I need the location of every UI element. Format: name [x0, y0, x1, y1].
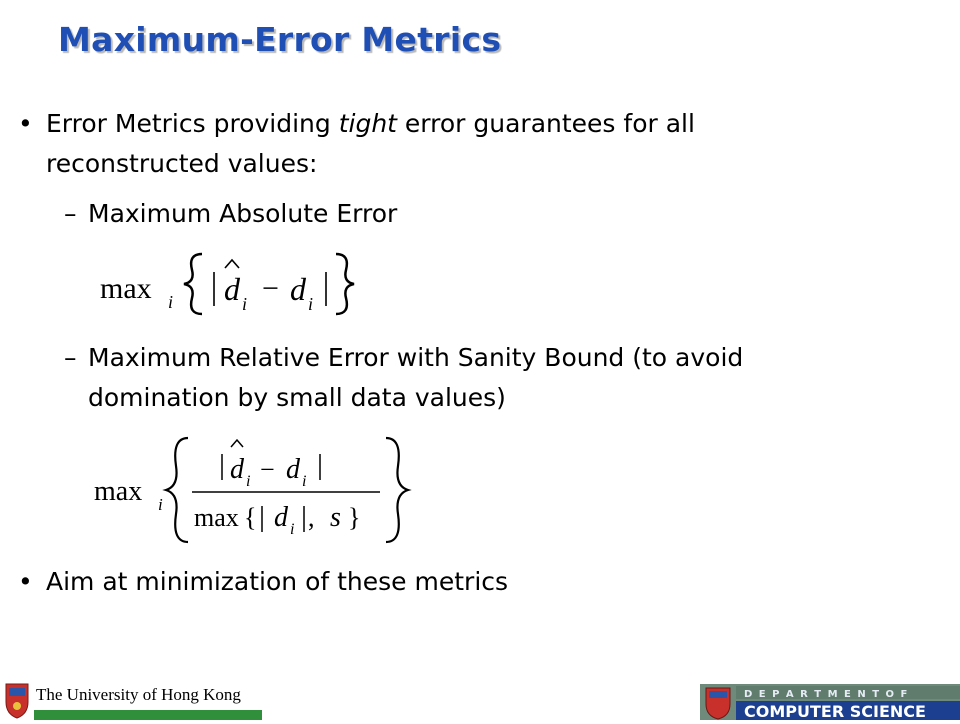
footer-hku	[0, 676, 262, 720]
formula-max-relative-error	[94, 430, 414, 548]
svg-text:i: i	[290, 521, 295, 538]
footer-green-bar	[34, 710, 262, 720]
subbullet-max-abs-error	[64, 194, 398, 234]
svg-text:max: max	[194, 503, 239, 532]
dept-logo	[700, 684, 960, 720]
subbullet-max-rel-error	[64, 338, 744, 418]
slide-title: Maximum-Error Metrics	[58, 20, 502, 59]
svg-text:s: s	[330, 502, 341, 533]
subbullet-text-line2: domination by small data values)	[88, 383, 506, 412]
svg-text:d: d	[286, 454, 300, 485]
formula-max: max	[94, 476, 143, 507]
formula-max-absolute-error	[100, 240, 370, 320]
bullet-text-post: error guarantees for all	[396, 109, 695, 138]
right-brace	[386, 438, 408, 542]
university-name: The University of Hong Kong	[36, 685, 241, 704]
svg-text:d: d	[274, 502, 288, 533]
footer-dept	[700, 684, 960, 720]
subbullet-text-line1: Maximum Relative Error with Sanity Bound (to avoid	[88, 343, 744, 372]
svg-text:i: i	[242, 294, 248, 314]
bullet-text-line2: reconstructed values:	[46, 149, 318, 178]
hku-logo	[0, 676, 262, 720]
hat-mark	[225, 260, 239, 268]
svg-text:i: i	[302, 473, 307, 490]
svg-text:{: {	[244, 503, 257, 532]
svg-text:i: i	[158, 495, 163, 514]
bullet-mark: •	[18, 567, 33, 596]
bullet-text: Aim at minimization of these metrics	[46, 567, 509, 596]
formula-d-hat: d	[224, 271, 240, 307]
bullet-aim	[18, 562, 509, 602]
left-brace	[184, 254, 202, 314]
bullet-text-italic: tight	[338, 109, 397, 138]
svg-text:d: d	[290, 271, 306, 307]
dept-label: D E P A R T M E N T O F	[744, 689, 909, 700]
svg-text:i: i	[246, 473, 251, 490]
right-brace	[336, 254, 354, 314]
bullet-text-pre: Error Metrics providing	[46, 109, 339, 138]
svg-text:−: −	[260, 455, 275, 484]
bullet-error-metrics	[18, 104, 695, 184]
svg-text:}: }	[348, 503, 361, 532]
dash-mark: –	[64, 199, 77, 228]
hat-mark	[231, 440, 243, 447]
bullet-mark: •	[18, 109, 33, 138]
svg-text:,: ,	[308, 503, 315, 532]
dept-name: COMPUTER SCIENCE	[744, 702, 926, 720]
formula-max: max	[100, 272, 152, 305]
formula-minus: −	[262, 272, 279, 305]
dash-mark: –	[64, 343, 77, 372]
svg-text:d: d	[230, 454, 244, 485]
svg-text:i: i	[308, 294, 314, 314]
left-brace	[166, 438, 188, 542]
formula-index-i: i	[168, 292, 174, 312]
subbullet-text: Maximum Absolute Error	[88, 199, 398, 228]
